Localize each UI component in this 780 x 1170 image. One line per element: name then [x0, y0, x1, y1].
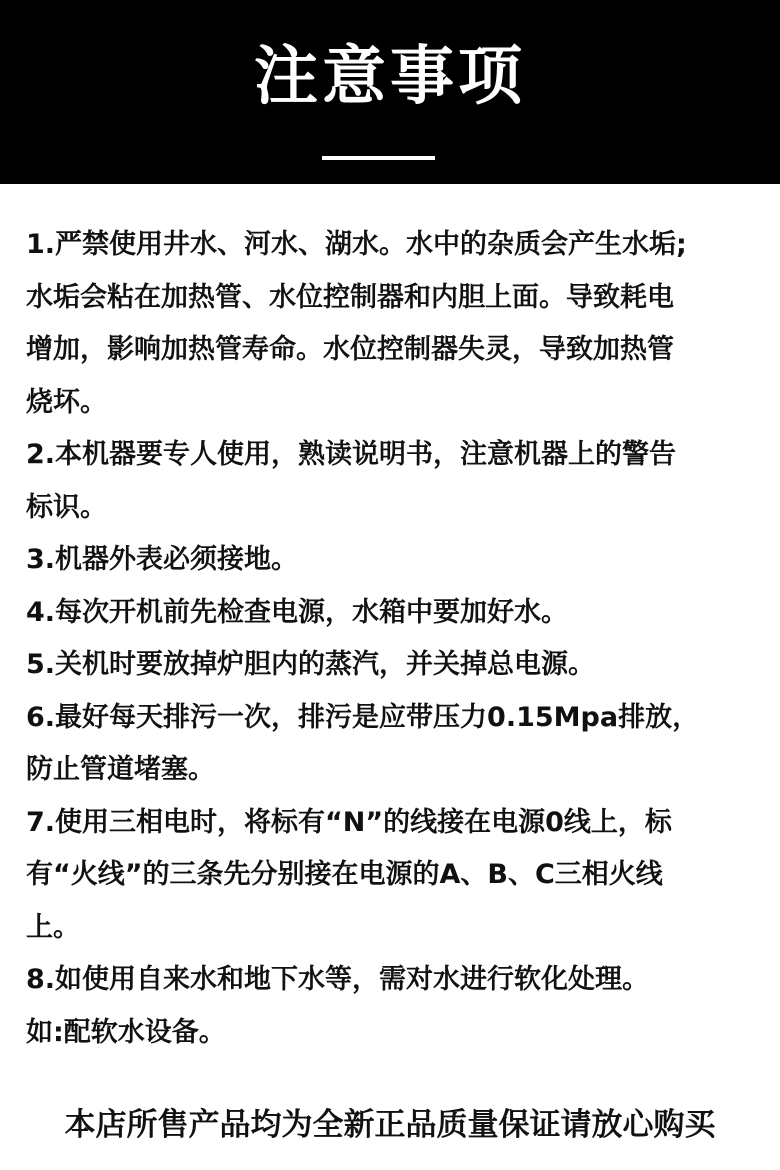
note-line: 4.每次开机前先检查电源，水箱中要加好水。 — [26, 596, 569, 628]
note-line: 5.关机时要放掉炉胆内的蒸汽，并关掉总电源。 — [26, 649, 596, 680]
note-line: 增加，影响加热管寿命。水位控制器失灵，导致加热管 — [26, 334, 674, 365]
note-line: 6.最好每天排污一次，排污是应带压力0.15Mpa排放， — [26, 701, 700, 733]
note-line: 标识。 — [26, 491, 107, 523]
note-line: 3.机器外表必须接地。 — [26, 544, 299, 575]
note-line: 2.本机器要专人使用，熟读说明书，注意机器上的警告 — [26, 439, 677, 470]
header-banner — [0, 0, 780, 184]
note-line: 水垢会粘在加热管、水位控制器和内胆上面。导致耗电 — [26, 281, 674, 313]
footer-guarantee: 本店所售产品均为全新正品质量保证请放心购买 — [64, 1107, 716, 1143]
note-line: 1.严禁使用井水、河水、湖水。水中的杂质会产生水垢; — [26, 229, 687, 260]
note-line: 如:配软水设备。 — [26, 1016, 226, 1048]
note-line: 上。 — [26, 911, 80, 943]
note-line: 防止管道堵塞。 — [26, 754, 215, 785]
note-line: 烧坏。 — [26, 386, 107, 418]
page-title: 注意事项 — [254, 40, 526, 114]
note-line: 7.使用三相电时，将标有“N”的线接在电源0线上，标 — [26, 806, 672, 838]
note-line: 有“火线”的三条先分别接在电源的A、B、C三相火线 — [26, 859, 663, 890]
title-underline — [322, 156, 435, 160]
note-line: 8.如使用自来水和地下水等，需对水进行软化处理。 — [26, 964, 650, 995]
notes-body — [26, 219, 766, 1059]
